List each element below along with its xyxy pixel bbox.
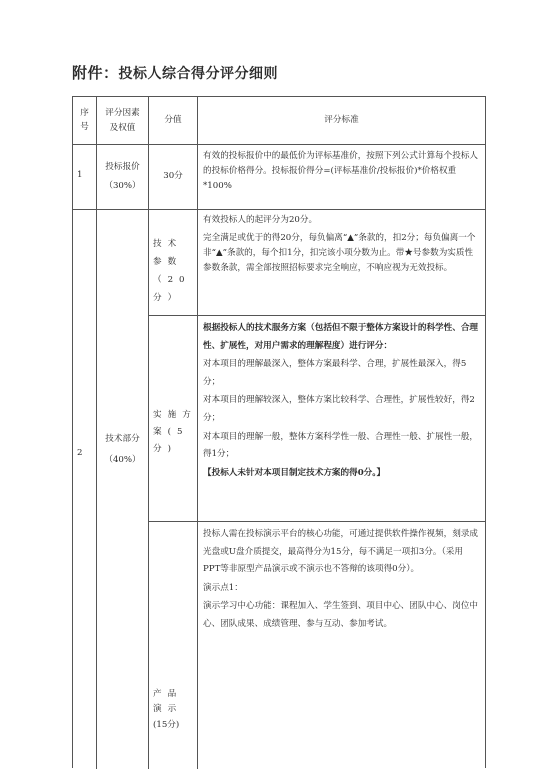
row1-weight: （30%） [104,180,141,191]
sub3-name-text: 产品演示 [153,689,183,715]
sub2-name-text: 实施方案(5分) [153,410,197,455]
header-factor-text: 评分因素及权值 [105,107,140,133]
header-standard [198,97,485,144]
header-no-text: 序号 [80,107,89,132]
row1-standard: 有效的投标报价中的最低价为评标基准价，按照下列公式计算每个投标人的投标价格得分。投标报价得分=(评标基准价/投标报价)*价格权重*100% [203,151,479,192]
row1-factor [97,144,148,209]
sub1-line-2: 完全满足或优于的得20分，每负偏离“▲”条款的，扣2分；每负偏离一个非“▲”条款的，每个扣1分，扣完该小项分数为止。带★号参数为实质性参数条款，需全部按照招标要求完全响应，不响应视为无效投标。 [203,233,476,274]
sub1-name [153,235,195,307]
title-text: 投标人综合得分评分细则 [118,66,279,82]
sub3-line-3: 演示学习中心功能：课程加入、学生签到、项目中心、团队中心、岗位中心、团队成果、成绩管理、参与互动、参加考试。 [203,601,479,630]
sub3-standard [198,523,485,637]
header-score [149,97,197,144]
row2-factor-text: 技术部分 [105,434,140,445]
row2-no: 2 [77,448,83,458]
sub1-standard [198,210,485,282]
row1-no: 1 [77,170,83,180]
header-factor [97,97,148,144]
header-score-text: 分值 [164,115,182,126]
sub2-line-1: 根据投标人的技术服务方案（包括但不限于整体方案设计的科学性、合理性、扩展性，对用户需求的理解程度）进行评分： [203,323,479,351]
row2-factor [97,410,148,490]
sub2-line-4: 对本项目的理解一般，整体方案科学性一般、合理性一般、扩展性一般，得1分； [203,431,479,460]
row2-weight: （40%） [104,455,141,465]
sub2-line-5: 【投标人未针对本项目制定技术方案的得0分。】 [203,467,386,478]
sub2-line-2: 对本项目的理解最深入，整体方案最科学、合理，扩展性最深入，得5分； [203,359,467,387]
header-standard-text: 评分标准 [324,115,359,126]
sub2-standard [198,317,485,485]
sub1-name-text: 技术参数（20分） [153,239,191,304]
sub2-line-3: 对本项目的理解较深入，整体方案比较科学、合理性，扩展性较好，得2分； [203,395,475,424]
sub3-line-1: 投标人需在投标演示平台的核心功能，可通过提供软件操作视频，刻录成光盘或U盘介质提交，最高得分为15分，每不满足一项扣3分。（采用PPT等非原型产品演示或不演示也不答辩的该项得0分）。 [203,529,479,575]
header-no [73,97,96,144]
scoring-table [72,96,486,768]
title-prefix: 附件： [72,64,119,82]
page-title [72,62,278,83]
row1-factor-text: 投标报价 [105,161,140,172]
sub3-name [153,687,195,733]
sub2-name [153,407,197,459]
sub1-line-1: 有效投标人的起评分为20分。 [203,215,318,225]
sub3-score: (15分) [153,719,180,730]
sub3-line-2: 演示点1： [203,582,243,593]
row1-score: 30分 [163,171,183,182]
